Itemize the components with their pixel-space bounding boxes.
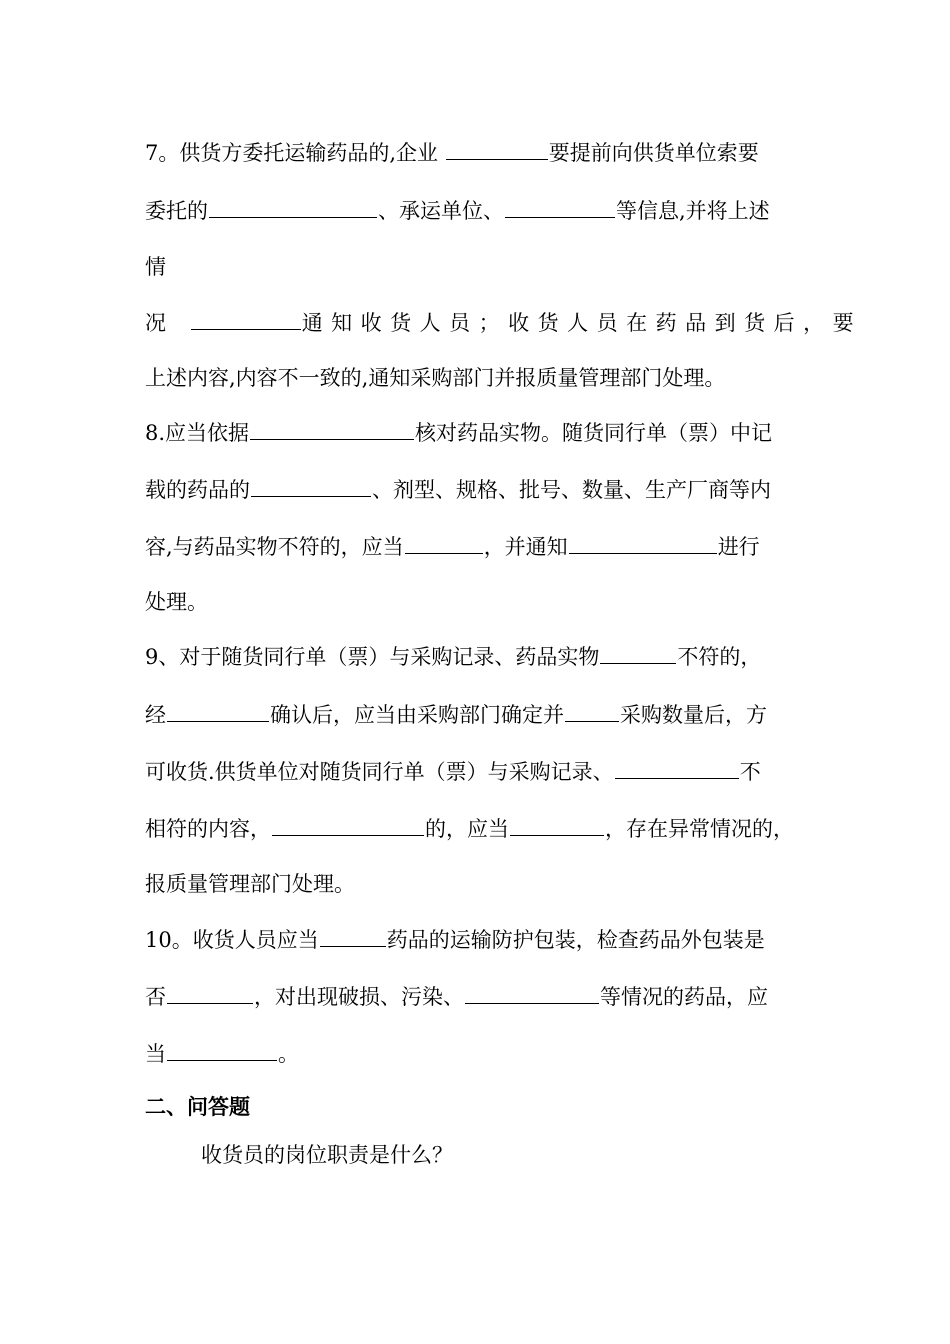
q10-text: 当 — [145, 1042, 166, 1066]
q9-text: 相符的内容， — [145, 817, 271, 841]
q7-line-4 — [145, 308, 862, 337]
q8-text: 处理。 — [145, 590, 208, 614]
fill-blank[interactable] — [320, 925, 386, 947]
q10-text: 否 — [145, 985, 166, 1009]
q9-text: 确认后，应当由采购部门确定并 — [270, 703, 564, 727]
q7-line-3 — [145, 253, 166, 281]
q9-text: 的，应当 — [425, 817, 509, 841]
q7-text: 等信息,并将上述 — [616, 199, 770, 223]
fill-blank[interactable] — [565, 700, 619, 722]
q9-line-2 — [145, 700, 767, 729]
q8-text: 载的药品的 — [145, 478, 250, 502]
fill-blank[interactable] — [405, 532, 483, 554]
q8-text: ，并通知 — [483, 535, 568, 559]
q10-text: 药品的运输防护包装，检查药品外包装是 — [386, 928, 765, 952]
q10-text: 10。收货人员应当 — [145, 928, 319, 952]
q10-line-1 — [145, 925, 765, 954]
q9-text: 报质量管理部门处理。 — [145, 872, 355, 896]
fill-blank[interactable] — [209, 196, 377, 218]
q7-text: 通知收货人员；收货人员在药品到货后，要 — [301, 311, 863, 335]
q8-text: 进行 — [717, 535, 760, 559]
fill-blank[interactable] — [250, 418, 414, 440]
q7-line-2 — [145, 196, 770, 225]
q9-text: ，存在异常情况的， — [605, 817, 794, 841]
q9-text: 9、对于随货同行单（票）与采购记录、药品实物 — [145, 645, 600, 669]
q8-line-4 — [145, 588, 208, 616]
fill-blank[interactable] — [505, 196, 615, 218]
q7-line-5 — [145, 364, 725, 392]
fill-blank[interactable] — [465, 982, 599, 1004]
fill-blank[interactable] — [600, 642, 676, 664]
section-heading: 二、问答题 — [145, 1094, 250, 1119]
q9-text: 可收货.供货单位对随货同行单（票）与采购记录、 — [145, 760, 614, 784]
q10-line-3 — [145, 1039, 299, 1068]
q8-line-1 — [145, 418, 772, 447]
fill-blank[interactable] — [272, 814, 424, 836]
q9-text: 经 — [145, 703, 166, 727]
fill-blank[interactable] — [251, 475, 371, 497]
q8-text: 8.应当依据 — [145, 421, 250, 445]
q8-text: 容,与药品实物不符的，应当 — [145, 535, 404, 559]
q7-text: 况 — [145, 311, 190, 335]
q9-line-1 — [145, 642, 761, 671]
q8-line-2 — [145, 475, 771, 504]
q7-line-1 — [145, 138, 759, 167]
q7-text: 委托的 — [145, 199, 208, 223]
fill-blank[interactable] — [446, 138, 548, 160]
fill-blank[interactable] — [167, 982, 253, 1004]
q7-text: 情 — [145, 255, 166, 279]
q9-text: 采购数量后，方 — [620, 703, 767, 727]
q10-text: 。 — [278, 1042, 299, 1066]
fill-blank[interactable] — [615, 757, 739, 779]
q10-text: ，对出现破损、污染、 — [254, 985, 464, 1009]
fill-blank[interactable] — [167, 700, 269, 722]
q9-text: 不 — [739, 760, 761, 784]
q10-text: 等情况的药品，应 — [600, 985, 768, 1009]
q10-line-2 — [145, 982, 768, 1011]
q9-line-5 — [145, 870, 355, 898]
q7-text: 、承运单位、 — [378, 199, 504, 223]
q7-text: 上述内容,内容不一致的,通知采购部门并报质量管理部门处理。 — [145, 366, 726, 390]
q8-text: 、剂型、规格、批号、数量、生产厂商等内 — [372, 478, 771, 502]
q8-text: 核对药品实物。随货同行单（票）中记 — [415, 421, 773, 445]
q8-line-3 — [145, 532, 760, 561]
essay-question: 收货员的岗位职责是什么？ — [201, 1143, 453, 1167]
fill-blank[interactable] — [167, 1039, 277, 1061]
fill-blank[interactable] — [510, 814, 604, 836]
fill-blank[interactable] — [569, 532, 717, 554]
q7-text: 7。供货方委托运输药品的,企业 — [145, 141, 445, 165]
fill-blank[interactable] — [191, 308, 301, 330]
q7-text: 要提前向供货单位索要 — [548, 141, 759, 165]
q9-line-4 — [145, 814, 794, 843]
q9-line-3 — [145, 757, 761, 786]
q9-text: 不符的， — [677, 645, 762, 669]
